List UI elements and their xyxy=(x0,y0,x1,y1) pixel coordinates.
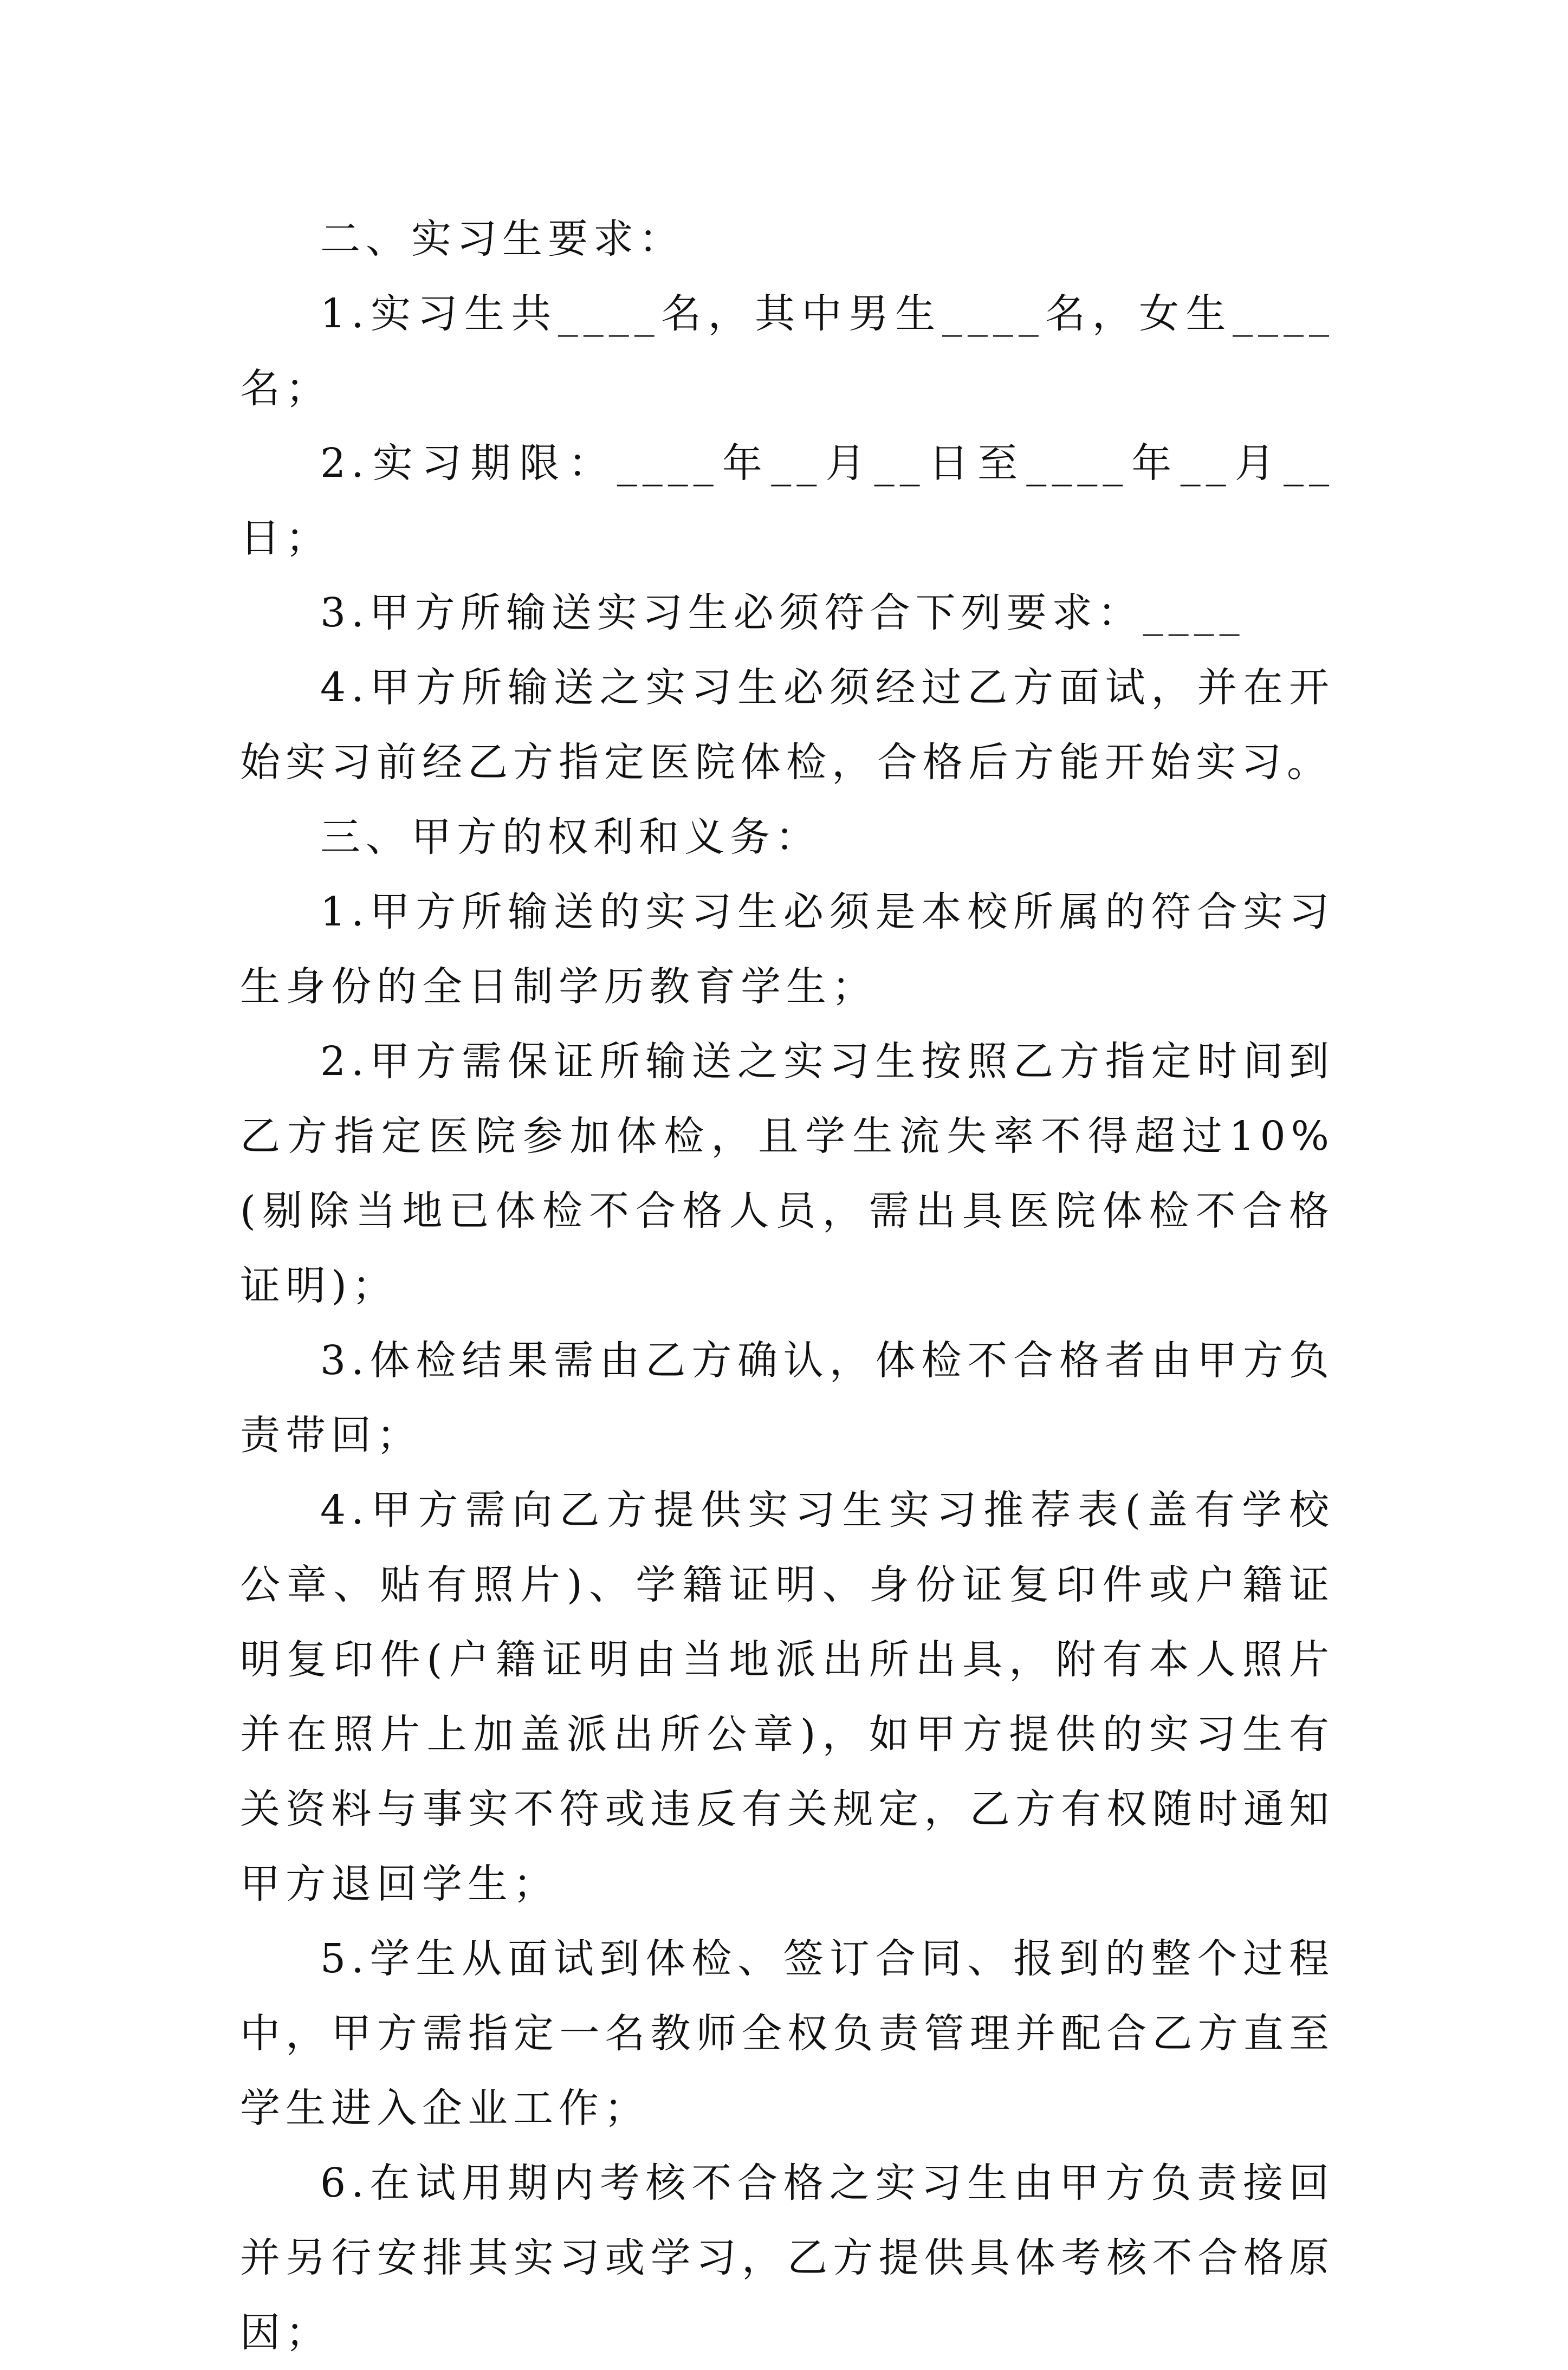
section-heading-party-a-rights: 三、甲方的权利和义务： xyxy=(320,814,821,860)
paragraph-internship-period: 2.实习期限：____年__月__日至____年__月__日； xyxy=(240,440,1334,561)
paragraph-intern-count: 1.实习生共____名，其中男生____名，女生____名； xyxy=(240,290,1334,412)
paragraph-interview-checkup: 4.甲方所输送之实习生必须经过乙方面试，并在开始实习前经乙方指定医院体检，合格后方能开始实习。 xyxy=(240,664,1334,786)
paragraph-student-identity: 1.甲方所输送的实习生必须是本校所属的符合实习生身份的全日制学历教育学生； xyxy=(240,889,1334,1010)
paragraph-requirements: 3.甲方所输送实习生必须符合下列要求：____ xyxy=(320,590,1245,636)
paragraph-checkup-attendance: 2.甲方需保证所输送之实习生按照乙方指定时间到乙方指定医院参加体检，且学生流失率不得超过10%(剔除当地已体检不合格人员，需出具医院体检不合格证明)； xyxy=(240,1038,1334,1309)
paragraph-documents: 4.甲方需向乙方提供实习生实习推荐表(盖有学校公章、贴有照片)、学籍证明、身份证复印件或户籍证明复印件(户籍证明由当地派出所出具，附有本人照片并在照片上加盖派出所公章)，如甲方提供的实习生有关资料与事实不符或违反有关规定，乙方有权随时通知甲方退回学生； xyxy=(240,1487,1334,1907)
paragraph-teacher-management: 5.学生从面试到体检、签订合同、报到的整个过程中，甲方需指定一名教师全权负责管理并配合乙方直至学生进入企业工作； xyxy=(240,1935,1334,2132)
paragraph-probation: 6.在试用期内考核不合格之实习生由甲方负责接回并另行安排其实习或学习，乙方提供具体考核不合格原因； xyxy=(240,2160,1334,2356)
paragraph-checkup-result: 3.体检结果需由乙方确认，体检不合格者由甲方负责带回； xyxy=(240,1337,1334,1459)
document-body xyxy=(240,202,1334,2370)
section-heading-intern-requirements: 二、实习生要求： xyxy=(320,216,684,262)
